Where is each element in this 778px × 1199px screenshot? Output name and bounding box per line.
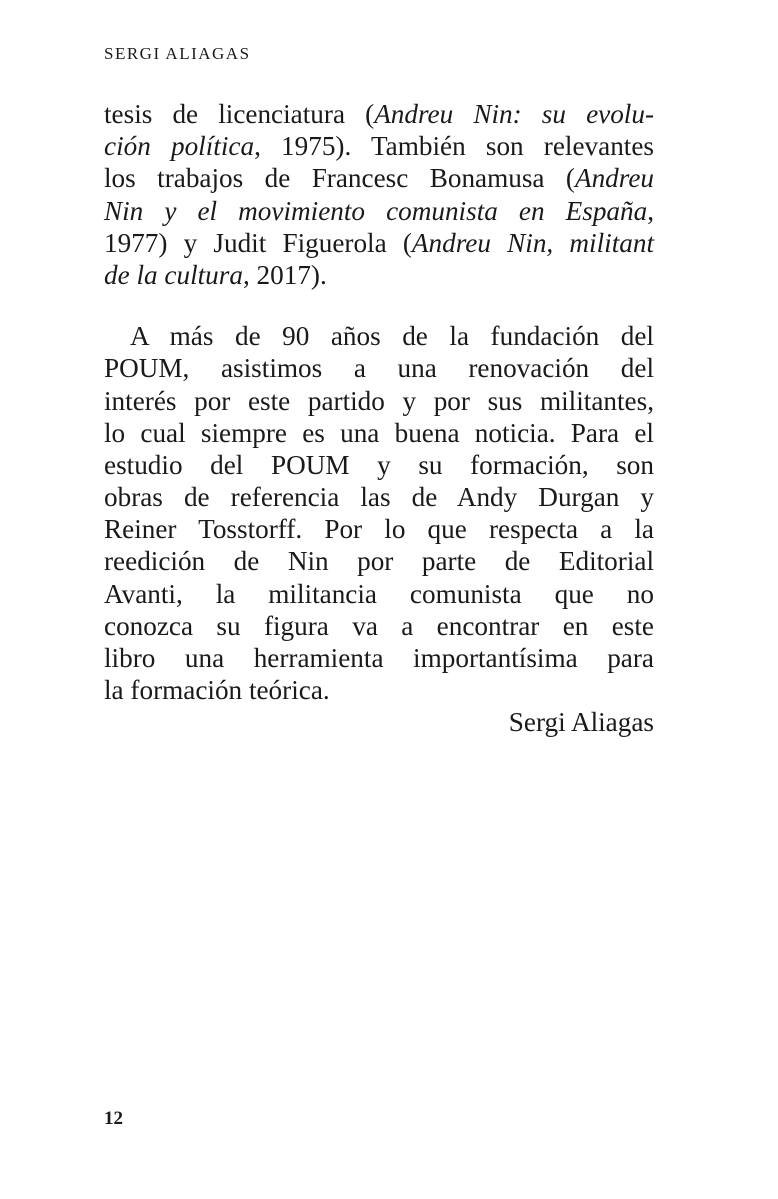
text-line: Nin y el movimiento comunista en España, — [104, 195, 654, 226]
text-line: de la cultura, 2017). — [104, 259, 327, 290]
text-line: conozca su figura va a encontrar en este — [104, 610, 654, 641]
text-line: POUM, asistimos a una renovación del — [104, 353, 654, 384]
text-line: interés por este partido y por sus militantes, — [104, 385, 654, 416]
text-line: estudio del POUM y su formación, son — [104, 449, 654, 480]
text-line: ción política, 1975). También son relevantes — [104, 131, 655, 162]
text-line: tesis de licenciatura (Andreu Nin: su evolu- — [104, 99, 654, 129]
text-line: libro una herramienta importantísima para — [104, 643, 654, 673]
text-line: lo cual siempre es una buena noticia. Para el — [104, 417, 654, 448]
text-line: Reiner Tosstorff. Por lo que respecta a la — [104, 514, 654, 545]
paragraph-2 — [104, 320, 654, 706]
text-line: 1977) y Judit Figuerola (Andreu Nin, militant — [104, 227, 654, 258]
text-line: obras de referencia las de Andy Durgan y — [104, 482, 654, 513]
running-head: SERGI ALIAGAS — [104, 44, 251, 63]
text-line: Avanti, la militancia comunista que no — [104, 578, 654, 609]
signature: Sergi Aliagas — [508, 707, 654, 737]
text-line: la formación teórica. — [104, 675, 330, 706]
paragraph-1 — [104, 98, 654, 291]
page-number: 12 — [104, 1108, 123, 1129]
text-line: los trabajos de Francesc Bonamusa (Andreu — [104, 163, 654, 194]
body-text — [104, 98, 654, 706]
text-line: A más de 90 años de la fundación del — [130, 321, 654, 352]
text-line: reedición de Nin por parte de Editorial — [104, 546, 654, 577]
